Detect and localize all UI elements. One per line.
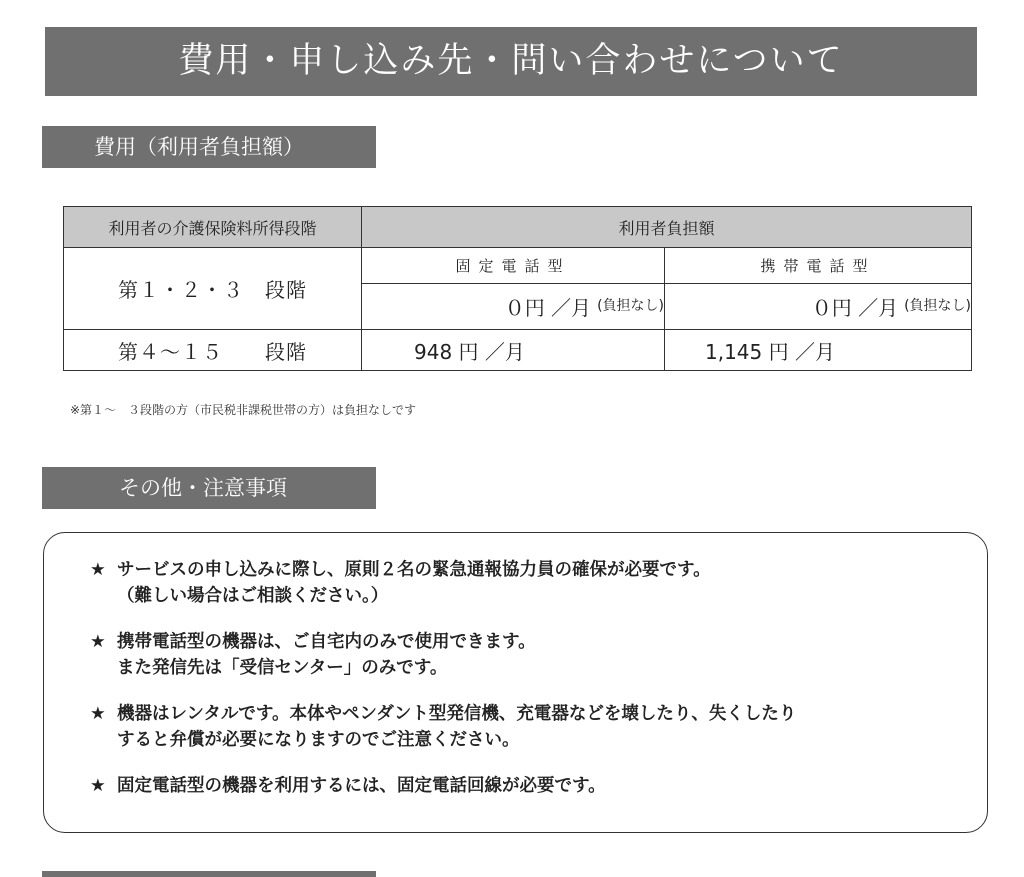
fixed-amount-note: (負担なし) [597,298,664,314]
note-item [90,557,957,609]
page-title: 費用・申し込み先・問い合わせについて [45,27,977,96]
note-line: また発信先は「受信センター」のみです。 [117,658,448,678]
fee-footnote: ※第１～ ３段階の方（市民税非課税世帯の方）は負担なしです [70,403,417,417]
table-header-row [64,207,972,248]
table-row [64,330,972,371]
mobile-type-label: 携帯電話型 [665,248,972,284]
mobile-amount-1-3: ０円 ／月 [811,296,899,320]
fixed-amount-cell [362,284,665,330]
notes-box [43,532,988,833]
note-line: 機器はレンタルです。本体やペンダント型発信機、充電器などを壊したり、失くしたり [117,704,797,724]
fixed-type-label: 固定電話型 [362,248,665,284]
section-heading-notes: その他・注意事項 [42,467,376,509]
mobile-amount-note: (負担なし) [904,298,972,314]
header-stage: 利用者の介護保険料所得段階 [64,207,362,248]
star-icon: ★ [90,776,106,796]
note-item [90,773,957,799]
stage-cell-4-15: 第４～１５ 段階 [64,330,362,371]
section-heading-contact [42,871,376,877]
note-line: 携帯電話型の機器は、ご自宅内のみで使用できます。 [117,632,536,652]
table-row [64,248,972,284]
note-line: 固定電話型の機器を利用するには、固定電話回線が必要です。 [117,776,606,796]
fixed-amount-1-3: ０円 ／月 [504,296,592,320]
header-burden: 利用者負担額 [362,207,972,248]
mobile-amount-4-15: 1,145 円 ／月 [665,330,972,371]
mobile-amount-cell [665,284,972,330]
star-icon: ★ [90,560,106,580]
star-icon: ★ [90,704,106,724]
fixed-amount-4-15: 948 円 ／月 [362,330,665,371]
note-item [90,701,957,753]
section-heading-fee: 費用（利用者負担額） [42,126,376,168]
note-item [90,629,957,681]
stage-cell-1-3: 第１・２・３ 段階 [64,248,362,330]
note-line: サービスの申し込みに際し、原則２名の緊急通報協力員の確保が必要です。 [117,560,711,580]
fee-table [63,206,972,371]
note-line: すると弁償が必要になりますのでご注意ください。 [117,730,520,750]
star-icon: ★ [90,632,106,652]
note-line: （難しい場合はご相談ください。） [117,586,389,606]
